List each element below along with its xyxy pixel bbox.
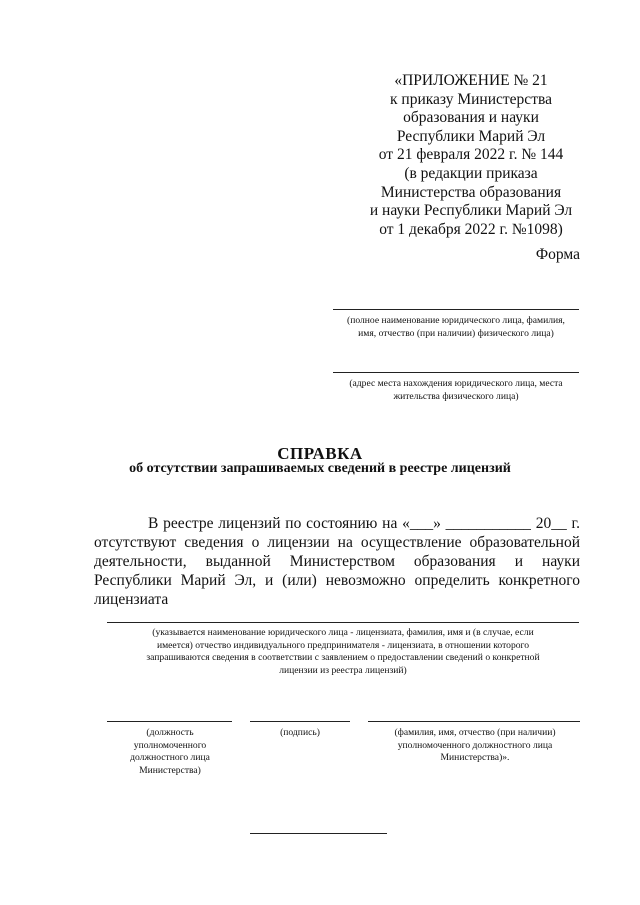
header-line: «ПРИЛОЖЕНИЕ № 21 <box>394 72 548 89</box>
signature-line[interactable] <box>250 721 350 722</box>
position-line[interactable] <box>107 721 232 722</box>
header-line: (в редакции приказа <box>404 164 538 182</box>
header-line: Республики Марий Эл <box>396 127 546 145</box>
recipient-name-line[interactable] <box>333 309 579 310</box>
header-line: от 1 декабря 2022 г. №1098) <box>379 220 563 238</box>
position-caption: (должность уполномоченного должностного лица Министерства) <box>130 727 210 776</box>
header-line: Министерства образования <box>380 183 562 201</box>
recipient-name-caption: (полное наименование юридического лица, фамилия, имя, отчество (при наличии) физического лица) <box>347 315 565 339</box>
licensee-line[interactable] <box>107 622 579 623</box>
header-line: и науки Республики Марий Эл <box>369 202 573 220</box>
header-line: образования и науки <box>403 109 539 127</box>
licensee-caption: (указывается наименование юридического лица - лицензиата, фамилия, имя и (в случае, если имеется) отчество индивидуального предпринимателя - лицензиата, в отношении которого запрашиваются сведения в соответствии с заявлением о предоставлении сведений о конкретной лицензии из реестра лицензий) <box>146 627 540 676</box>
body-paragraph-text: В реестре лицензий по состоянию на «___» ___________ 20__ г. отсутствуют сведения о лицензии на осуществление образовательной деятельности, выданной Министерством образования и науки Республики Марий Эл, и (или) невозможно определить конкретного лицензиата <box>94 515 580 608</box>
fullname-caption: (фамилия, имя, отчество (при наличии) уполномоченного должностного лица Министерства)». <box>394 727 556 763</box>
header-line: от 21 февраля 2022 г. № 144 <box>378 146 564 164</box>
signature-caption: (подпись) <box>280 727 320 738</box>
closing-separator <box>250 833 387 834</box>
document-subtitle: об отсутствии запрашиваемых сведений в реестре лицензий <box>129 461 511 476</box>
recipient-address-line[interactable] <box>333 372 579 373</box>
document-title: СПРАВКА <box>277 444 363 463</box>
body-paragraph <box>94 514 580 609</box>
appendix-header <box>340 72 602 239</box>
fullname-line[interactable] <box>368 721 580 722</box>
form-label: Форма <box>535 246 580 263</box>
header-line: к приказу Министерства <box>390 90 552 108</box>
recipient-address-caption: (адрес места нахождения юридического лица, места жительства физического лица) <box>349 378 563 402</box>
